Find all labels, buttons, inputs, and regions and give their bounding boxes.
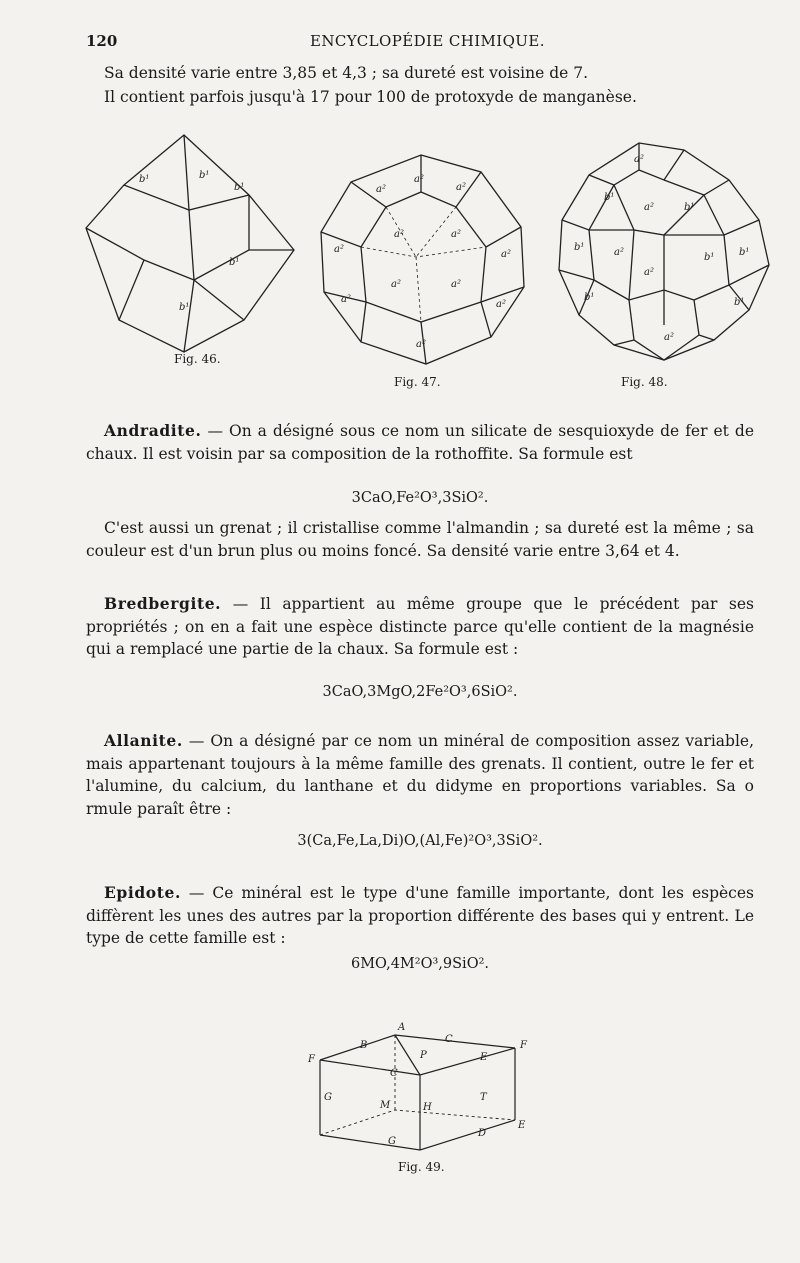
fig48-face-label: a² [664, 332, 674, 343]
epidote-body: — Ce minéral est le type d'une famille importante, dont les espèces diffèrent les unes des autres par la proportion différente des bases qui y entrent. Le type de cette famille est : [86, 884, 754, 948]
bredbergite-formula: 3CaO,3MgO,2Fe²O³,6SiO². [322, 684, 518, 700]
fig49-vertex-label: T [480, 1092, 487, 1103]
fig49-vertex-label: E [480, 1052, 488, 1063]
fig49-vertex-label: C [390, 1068, 398, 1079]
fig47-face-label: a² [394, 229, 404, 240]
fig48-caption: Fig. 48. [621, 375, 668, 389]
fig48-face-label: a² [644, 202, 654, 213]
fig46-caption: Fig. 46. [174, 352, 221, 366]
fig48-face-label: a² [634, 154, 644, 165]
andradite-body: — On a désigné sous ce nom un silicate de sesquioxyde de fer et de chaux. Il est voisin par sa composition de la rothoffite. Sa formule est [86, 422, 754, 463]
page-number: 120 [86, 32, 118, 50]
epidote-paragraph [86, 882, 754, 950]
fig47-face-label: a² [451, 229, 461, 240]
fig47-face-label: a² [456, 182, 466, 193]
andradite-formula: 3CaO,Fe²O³,3SiO². [351, 490, 489, 506]
fig49-vertex-label: G [388, 1136, 396, 1147]
fig49-vertex-label: G [324, 1092, 332, 1103]
fig49-vertex-label: A [398, 1022, 406, 1033]
fig49-vertex-label: E [518, 1120, 526, 1131]
fig49-caption: Fig. 49. [398, 1160, 445, 1174]
fig48-face-label: b¹ [604, 192, 615, 203]
fig47-face-label: a² [341, 294, 351, 305]
fig49-vertex-label: C [445, 1034, 453, 1045]
page-header [86, 32, 752, 54]
andradite-paragraph-2: C'est aussi un grenat ; il cristallise comme l'almandin ; sa dureté est la même ; sa couleur est d'un brun plus ou moins foncé. Sa densité varie entre 3,64 et 4. [86, 519, 754, 560]
fig48-face-label: b¹ [584, 292, 595, 303]
fig47-face-label: a² [501, 249, 511, 260]
fig48-face-label: b¹ [739, 247, 750, 258]
allanite-body: — On a désigné par ce nom un minéral de composition assez variable, mais appartenant toujours à la même famille des grenats. Il contient, outre le fer et l'alumine, du calcium, du lanthane et du didyme en proportions variables. Sa o rmule paraît être : [86, 732, 754, 818]
fig49-vertex-label: F [308, 1054, 315, 1065]
fig49-vertex-label: F [520, 1040, 527, 1051]
allanite-paragraph [86, 730, 754, 820]
fig47-face-label: a² [496, 299, 506, 310]
fig46-face-label: b¹ [139, 174, 150, 185]
bredbergite-body: — Il appartient au même groupe que le précédent par ses propriétés ; on en a fait une espèce distincte parce qu'elle contient de la magnésie qui a remplacé une partie de la chaux. Sa formule est : [86, 595, 754, 659]
fig47-face-label: a² [391, 279, 401, 290]
epidote-term: Epidote. [104, 883, 181, 902]
fig47-face-label: a² [376, 184, 386, 195]
fig46-face-label: b¹ [229, 257, 240, 268]
allanite-term: Allanite. [104, 731, 183, 750]
fig48-combination-crystal [554, 140, 774, 365]
fig46-rhombic-dodecahedron [84, 130, 299, 355]
bredbergite-term: Bredbergite. [104, 594, 222, 613]
fig47-face-label: a² [416, 339, 426, 350]
fig49-vertex-label: H [423, 1102, 432, 1113]
bredbergite-paragraph [86, 593, 754, 661]
fig46-face-label: b¹ [179, 302, 190, 313]
fig49-vertex-label: P [420, 1050, 427, 1061]
fig49-vertex-label: B [360, 1040, 368, 1051]
fig48-face-label: b¹ [684, 202, 695, 213]
fig48-face-label: a² [644, 267, 654, 278]
intro-line-2: Il contient parfois jusqu'à 17 pour 100 de protoxyde de manganèse. [104, 88, 637, 106]
fig49-vertex-label: M [380, 1100, 391, 1111]
fig47-caption: Fig. 47. [394, 375, 441, 389]
intro-line-1: Sa densité varie entre 3,85 et 4,3 ; sa dureté est voisine de 7. [104, 64, 589, 82]
fig46-face-label: b¹ [199, 170, 210, 181]
allanite-formula: 3(Ca,Fe,La,Di)O,(Al,Fe)²O³,3SiO². [297, 833, 543, 849]
fig47-face-label: a² [451, 279, 461, 290]
fig48-face-label: a² [614, 247, 624, 258]
fig47-trapezohedron [316, 152, 531, 367]
crystal-figures [84, 130, 774, 395]
fig48-face-label: b¹ [704, 252, 715, 263]
fig49-prism [300, 1020, 540, 1155]
epidote-formula: 6MO,4M²O³,9SiO². [350, 956, 490, 972]
running-title: ENCYCLOPÉDIE CHIMIQUE. [310, 32, 545, 50]
andradite-term: Andradite. [104, 421, 202, 440]
fig47-face-label: a² [334, 244, 344, 255]
andradite-paragraph [86, 420, 754, 465]
fig47-face-label: a² [414, 174, 424, 185]
fig49-vertex-label: D [478, 1128, 487, 1139]
fig48-face-label: b¹ [574, 242, 585, 253]
fig46-face-label: b¹ [234, 182, 245, 193]
fig48-face-label: b¹ [734, 297, 745, 308]
